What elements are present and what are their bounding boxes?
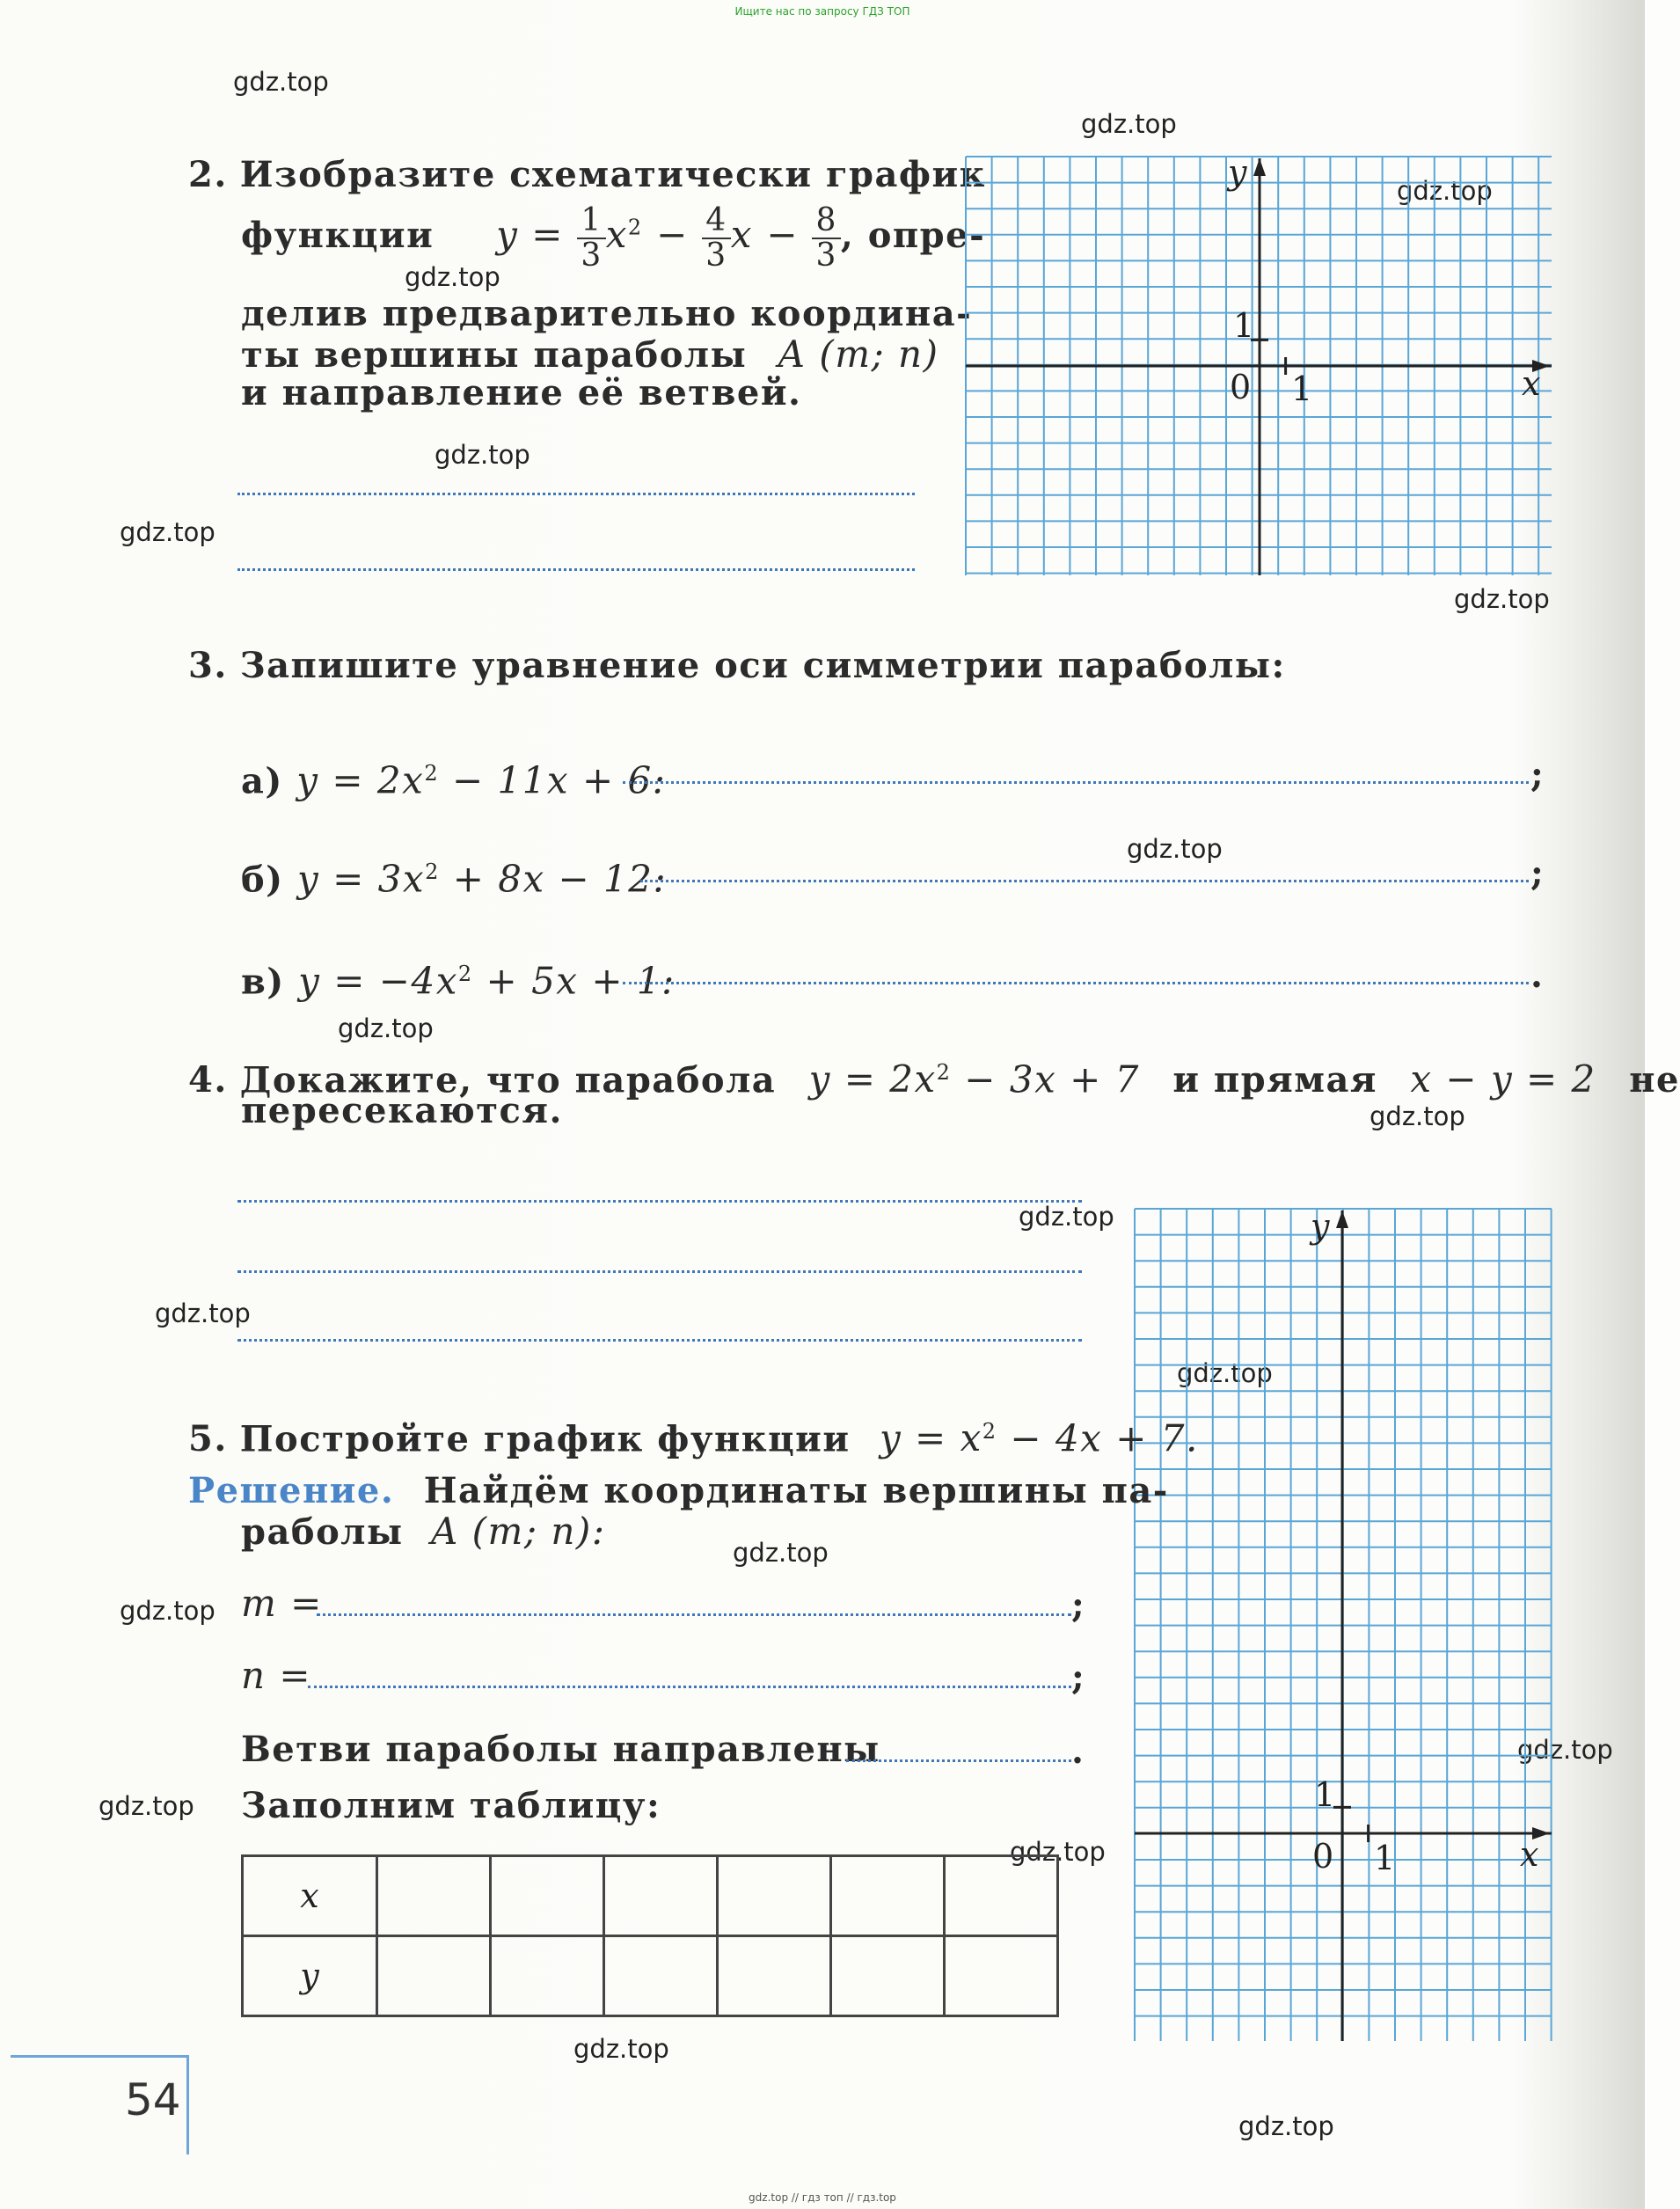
task5-line2: раболы A (m; n): [241, 1510, 606, 1553]
fraction: $\frac{4}{3}$ [702, 204, 730, 273]
watermark: gdz.top [233, 67, 329, 97]
answer-line-b[interactable] [640, 880, 1529, 882]
semicolon: ; [1071, 1657, 1086, 1698]
watermark: gdz.top [155, 1298, 251, 1328]
watermark: gdz.top [1019, 1202, 1114, 1232]
task4-line2: пересекаются. [241, 1090, 563, 1131]
tick-one-label: 1 [1291, 369, 1313, 408]
watermark: gdz.top [435, 440, 530, 470]
task4-line1: 4. Докажите, что парабола $y = 2x^2 - 3x + 7$ и прямая x − y = 2 не [188, 1057, 1680, 1101]
tick-one-label: 1 [1314, 1775, 1336, 1814]
semicolon: ; [1530, 852, 1545, 894]
y-axis-label: y [1228, 153, 1247, 192]
origin-label: 0 [1312, 1837, 1334, 1876]
y-axis-label: y [1311, 1207, 1330, 1246]
table-header-y: y [243, 1936, 377, 2016]
table-cell[interactable] [831, 1936, 945, 2016]
answer-line[interactable] [237, 493, 915, 495]
table-cell[interactable] [945, 1856, 1058, 1936]
table-row [243, 1856, 1058, 1936]
branches-answer-line[interactable] [846, 1759, 1071, 1762]
coordinate-grid-1[interactable] [966, 157, 1555, 577]
fraction: $\frac{1}{3}$ [577, 204, 605, 273]
footer-note: gdz.top // гдз топ // гдз.top [749, 2191, 896, 2204]
table-cell[interactable] [377, 1936, 491, 2016]
task5-line1: 5. Постройте график функции $y = x^2 - 4x + 7$. [188, 1416, 1199, 1460]
page-number: 54 [125, 2074, 181, 2125]
task-number: 4. [188, 1059, 228, 1101]
watermark: gdz.top [573, 2034, 669, 2064]
period: . [1530, 955, 1545, 996]
table-cell[interactable] [718, 1856, 831, 1936]
table-cell[interactable] [491, 1936, 604, 2016]
values-table [241, 1854, 1059, 2017]
watermark: gdz.top [1517, 1735, 1613, 1765]
watermark: gdz.top [1010, 1837, 1106, 1867]
watermark: gdz.top [120, 1596, 215, 1626]
tick-one-label: 1 [1374, 1839, 1396, 1877]
watermark: gdz.top [99, 1791, 194, 1821]
watermark: gdz.top [1081, 109, 1177, 139]
semicolon: ; [1071, 1584, 1086, 1626]
answer-line[interactable] [237, 1200, 1082, 1203]
answer-line-a[interactable] [623, 781, 1529, 784]
n-answer-line[interactable] [308, 1686, 1071, 1688]
task2-line4: ты вершины параболы A (m; n) [241, 333, 939, 376]
table-cell[interactable] [604, 1856, 718, 1936]
n-label: n = [241, 1654, 312, 1697]
answer-line[interactable] [237, 1339, 1082, 1342]
answer-line[interactable] [237, 1270, 1082, 1273]
task2-line1: 2. Изобразите схематически график [188, 154, 987, 195]
table-cell[interactable] [945, 1936, 1058, 2016]
x-axis-label: x [1520, 1835, 1539, 1874]
answer-line[interactable] [237, 568, 915, 571]
origin-label: 0 [1230, 368, 1252, 406]
answer-line-c[interactable] [623, 982, 1529, 984]
task2-formula-line: функции y = $\frac{1}{3}$ $x^2$ − $\frac{4}{3}$ x − $\frac{8}{3}$ , опре- [241, 202, 986, 274]
watermark: gdz.top [338, 1013, 434, 1043]
watermark: gdz.top [733, 1538, 829, 1568]
m-label: m = [241, 1582, 323, 1625]
x-axis-label: x [1522, 364, 1541, 403]
task-number: 3. [188, 645, 228, 686]
period: . [1071, 1730, 1085, 1772]
task3-heading: 3. Запишите уравнение оси симметрии параболы: [188, 645, 1286, 686]
fraction: $\frac{8}{3}$ [812, 204, 840, 273]
watermark: gdz.top [1370, 1101, 1465, 1131]
task3-c: в) $y = -4x^2 + 5x + 1$: [241, 959, 676, 1003]
fill-table-text: Заполним таблицу: [241, 1785, 661, 1826]
solution-line: Решение. Найдём координаты вершины па- [188, 1470, 1169, 1511]
solution-label: Решение. [188, 1470, 395, 1511]
table-header-x: x [243, 1856, 377, 1936]
task-number: 5. [188, 1418, 228, 1460]
task2-line3: делив предварительно координа- [241, 293, 973, 334]
task3-a: а) $y = 2x^2 - 11x + 6$: [241, 758, 667, 802]
task2-line5: и направление её ветвей. [241, 372, 802, 413]
table-cell[interactable] [377, 1856, 491, 1936]
watermark: gdz.top [405, 262, 500, 292]
watermark: gdz.top [1177, 1358, 1273, 1388]
watermark: gdz.top [1454, 584, 1550, 614]
watermark: gdz.top [1397, 176, 1493, 206]
table-cell[interactable] [604, 1936, 718, 2016]
branches-text: Ветви параболы направлены [241, 1729, 880, 1770]
tick-one-label: 1 [1233, 306, 1255, 345]
m-answer-line[interactable] [317, 1613, 1071, 1616]
task-number: 2. [188, 154, 228, 195]
table-cell[interactable] [831, 1856, 945, 1936]
watermark: gdz.top [120, 517, 215, 547]
coordinate-grid-2[interactable] [1135, 1209, 1555, 2044]
semicolon: ; [1530, 754, 1545, 795]
table-row [243, 1936, 1058, 2016]
watermark: gdz.top [1127, 834, 1223, 864]
table-cell[interactable] [718, 1936, 831, 2016]
watermark: gdz.top [1238, 2111, 1334, 2141]
table-cell[interactable] [491, 1856, 604, 1936]
task3-b: б) $y = 3x^2 + 8x - 12$: [241, 857, 668, 901]
header-note: Ищите нас по запросу ГДЗ ТОП [734, 5, 910, 18]
